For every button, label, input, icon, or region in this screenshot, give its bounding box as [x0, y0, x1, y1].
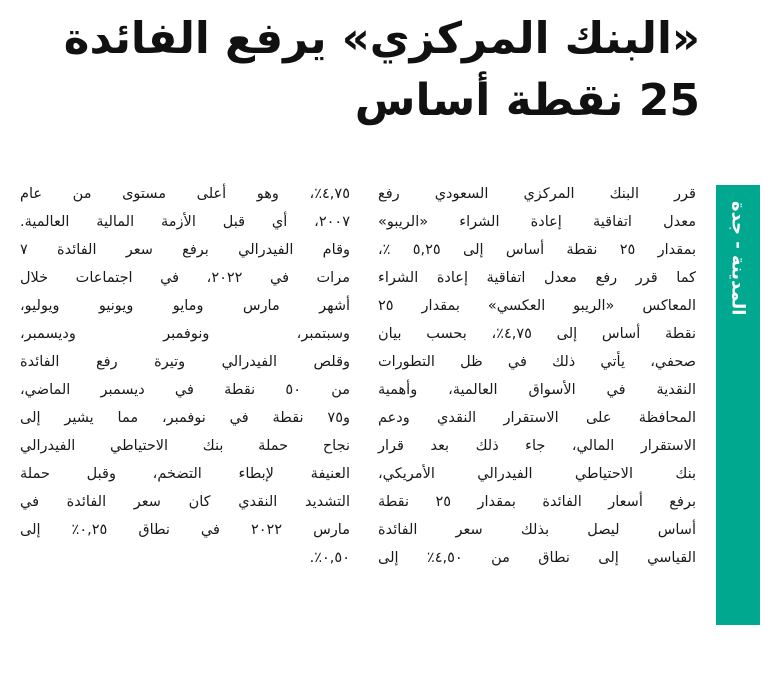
text-line: وقلص الفيدرالي وتيرة رفع الفائدة — [20, 354, 350, 370]
text-line: مرات في ٢٠٢٢، في اجتماعات خلال — [20, 270, 350, 286]
text-line: وسبتمبر، ونوفمبر وديسمبر، — [20, 326, 350, 342]
byline-text: المدينة - جدة — [727, 201, 749, 316]
text-line: أساس ليصل بذلك سعر الفائدة — [378, 522, 696, 538]
text-line: الاستقرار المالي، جاء ذلك بعد قرار — [378, 438, 696, 454]
text-line: بمقدار ٢٥ نقطة أساس إلى ٥,٢٥ ٪، — [378, 242, 696, 258]
text-line: نجاح حملة بنك الاحتياطي الفيدرالي — [20, 438, 350, 454]
headline-line-2: 25 نقطة أساس — [354, 75, 700, 126]
text-line: أشهر مارس ومايو ويونيو ويوليو، — [20, 298, 350, 314]
article-headline — [60, 8, 700, 132]
text-line: ٢٠٠٧، أي قبل الأزمة المالية العالمية. — [20, 214, 350, 230]
text-line: بنك الاحتياطي الفيدرالي الأمريكي، — [378, 466, 696, 482]
text-line: معدل اتفاقية إعادة الشراء «الريبو» — [378, 214, 696, 230]
text-line: القياسي إلى نطاق من ٤,٥٠٪ إلى — [378, 550, 696, 566]
text-line: صحفي، يأتي ذلك في ظل التطورات — [378, 354, 696, 370]
text-line: برفع أسعار الفائدة بمقدار ٢٥ نقطة — [378, 494, 696, 510]
text-line: مارس ٢٠٢٢ في نطاق ٠,٢٥٪ إلى — [20, 522, 350, 538]
text-line: العنيفة لإبطاء التضخم، وقبل حملة — [20, 466, 350, 482]
article-column-2 — [20, 180, 350, 572]
text-line: نقطة أساس إلى ٤,٧٥٪، بحسب بيان — [378, 326, 696, 342]
text-line: من ٥٠ نقطة في ديسمبر الماضي، — [20, 382, 350, 398]
text-line: التشديد النقدي كان سعر الفائدة في — [20, 494, 350, 510]
article-column-1 — [378, 180, 696, 572]
headline-line-1: «البنك المركزي» يرفع الفائدة — [63, 14, 700, 64]
text-line: وقام الفيدرالي برفع سعر الفائدة ٧ — [20, 242, 350, 258]
text-line: المحافظة على الاستقرار النقدي ودعم — [378, 410, 696, 426]
text-line: ٠,٥٠٪. — [309, 550, 350, 566]
text-line: كما قرر رفع معدل اتفاقية إعادة الشراء — [378, 270, 696, 286]
byline-tab — [716, 185, 760, 625]
text-line: المعاكس «الريبو العكسي» بمقدار ٢٥ — [378, 298, 696, 314]
text-line: ٤,٧٥٪، وهو أعلى مستوى من عام — [20, 186, 350, 202]
text-line: و٧٥ نقطة في نوفمبر، مما يشير إلى — [20, 410, 350, 426]
text-line: قرر البنك المركزي السعودي رفع — [378, 186, 696, 202]
text-line: النقدية في الأسواق العالمية، وأهمية — [378, 382, 696, 398]
